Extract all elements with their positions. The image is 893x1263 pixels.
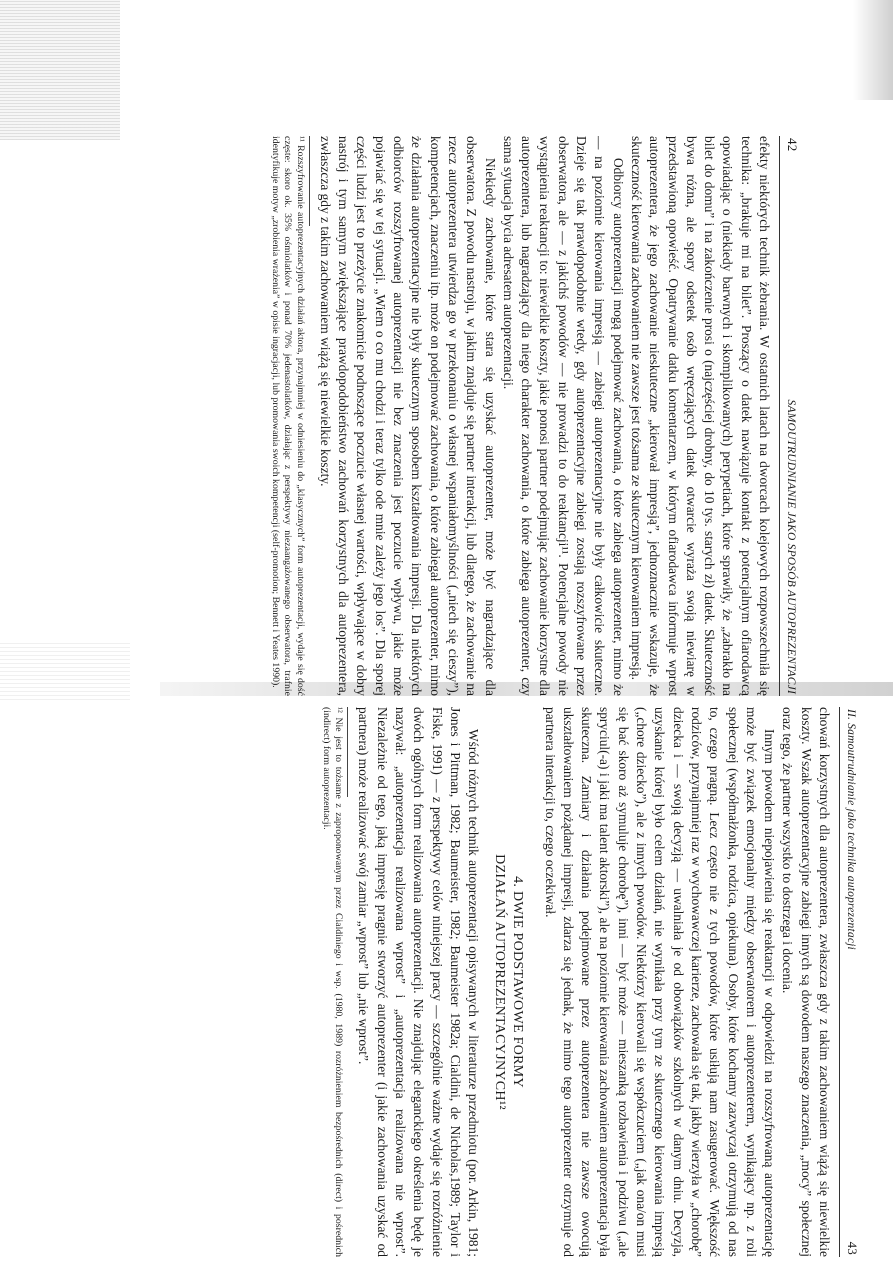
left-running-title: SAMOUTRUDNIANIE JAKO SPOSÓB AUTOPREZENTACJI bbox=[785, 399, 797, 694]
right-page-number: 43 bbox=[845, 1241, 860, 1255]
section-heading-line-1: 4. DWIE PODSTAWOWE FORMY bbox=[510, 876, 526, 1088]
scan-edge-artifact bbox=[0, 0, 120, 140]
right-paragraph-2: Innym powodem niepojawienia się reaktancji w odpowiedzi na rozszyfrowaną autoprezentację może być związek emocjonalny między obserwatorem i autoprezenterem, wynikający np. z roli społecznej (współmałżonka, rodzica, opiekuna). Osoby, które kochamy zazwyczaj otrzymują od nas to, czego pragną. Lecz często nie z tych powodów, które usiłują nam zasugerować. Większość rodziców, przynajmniej raz w wychowawczej karierze, zachowała się tak, jakby wierzyła w „chorobę” dziecka i — swoją decyzją — uwalniała je od obowiązków szkolnych w danym dniu. Decyzja, uzyskanie której było celem działań, nie wynikała przy tym ze skutecznego kierowania impresją („chore dziecko”), ale z innych powodów. Niektórzy kierowali się współczuciem („jak ona/on musi się bać skoro aż symuluje chorobę”), inni — być może — mieszanką rozbawienia i podziwu („ale spryciul(-a) i jaki ma talent aktorski”), ale na poziomie kierowania zachowaniem autoprezentacja była skuteczna. Zamiary i działania podejmowane przez autoprezentera nie zawsze owocują ukształtowaniem pożądanej impresji, zdarza się jednak, że mimo tego autoprezenter otrzymuje od partnera interakcji to, czego oczekiwał. bbox=[542, 707, 778, 1257]
right-page bbox=[248, 707, 860, 1257]
left-footnote: ¹¹ Rozszyfrowanie autoprezentacyjnych działań aktora, przynajmniej w odniesieniu do „klasycznych” form autoprezentacji, wydaje się dość częste: skoro ok. 35% ośmiolatków i ponad 70% jedenastolatków, działając z perspektywy niezaangażowanego obserwatora, trafnie identyfikuje motyw „zrobienia wrażenia” w opisie ingracjacji, lub promowania swoich kompetencji (self-promotion; Bennett i Yeates 1990). bbox=[269, 136, 306, 696]
scan-corner-artifact bbox=[853, 0, 893, 100]
right-running-title: II. Samoutrudnianie jako technika autoprezentacji bbox=[845, 709, 857, 950]
left-paragraph-1: efekty niektórych technik żebrania. W ostatnich latach na dworcach kolejowych rozpowszechniła się technika: „brakuje mi na bilet”. Proszący o datek nawiązuje kontakt z potencjalnym ofiarodawcą opowiadając o (niekiedy barwnych i skomplikowanych) perypetiach, które sprawiły, że „zabrakło na bilet do domu” i na zakończenie prosi o (najczęściej drobny, do 10 tys. starych zł) datek. Skuteczność bywa różna, ale spory odsetek osób wręczających datek otwarcie wyraża swoją niewiarę w przedstawioną opowieść. Opatrywanie datku komentarzem, w którym ofiarodawca informuje wprost autoprezentera, że jego zachowanie nieskuteczne „kierował impresją”, jednoznacznie wskazuje, że skuteczność kierowania zachowaniem nie zawsze jest tożsama ze skutecznym kierowaniem impresją. bbox=[628, 136, 772, 696]
right-running-head bbox=[839, 707, 860, 1257]
left-paragraph-2: Odbiorcy autoprezentacji mogą podejmować zachowania, o które zabiega autoprezenter, mimo że — na poziomie kierowania impresją — zabiegi autoprezentacyjne nie były całkowicie skuteczne. Dzieje się tak prawdopodobnie wtedy, gdy autoprezentacyjne zabiegi zostają rozszyfrowane przez obserwatora, ale — z jakichś powodów — nie prowadzi to do reaktancji¹¹. Potencjalne powody nie wystąpienia reaktancji to: niewielkie koszty, jakie ponosi partner podejmując zachowanie korzystne dla autoprezentera, lub nagradzający dla niego charakter zachowania, o które zabiega autoprezenter, czy sama sytuacja bycia adresatem autoprezentacji. bbox=[500, 136, 626, 696]
left-running-head bbox=[779, 136, 800, 696]
footnote-separator bbox=[347, 707, 348, 797]
section-paragraph: Wśród różnych technik autoprezentacji opisywanych w literaturze przedmiotu (por. Arkin, 1981; Jones i Pittman, 1982; Baumeister, 1982; Baumeister 1982a; Cialdini, de Nicholas,1989; Taylor i Fiske, 1991) — z perspektywy celów niniejszej pracy — szczególnie ważne wydaje się rozróżnienie dwóch ogólnych form realizowania autoprezentacji. Nie znajdując eleganckiego określenia będę je nazywał: „autoprezentacja realizowana wprost” i „autoprezentacja realizowana nie wprost”. Niezależnie od tego, jaką impresję pragnie stworzyć autoprezenter (i jakie zachowania uzyskać od partnera) może realizować swój zamiar „wprost” lub „nie wprost”. bbox=[356, 707, 482, 1257]
left-page-number: 42 bbox=[785, 138, 800, 152]
footnote-separator bbox=[309, 136, 310, 226]
left-page bbox=[118, 136, 800, 696]
section-heading bbox=[490, 707, 526, 1257]
right-footnote: ¹² Nie jest to tożsame z zaproponowanym przez Cialdiniego i wsp. (1980, 1989) rozróżnieniem bezpośrednich (direct) i pośrednich (indirect) form autoprezentacji. bbox=[320, 707, 345, 1257]
right-paragraph-1: chowań korzystnych dla autoprezentera, zwłaszcza gdy z takim zachowaniem wiążą się niewielkie koszty. Wszak autoprezentacyjne zabiegi innych są dowodem naszego znaczenia, „mocy” społecznej oraz tego, że partner wszystko to dostrzega i docenia. bbox=[780, 707, 832, 1257]
left-paragraph-3: Niekiedy zachowanie, które stara się uzyskać autoprezenter, może być nagradzające dla obserwatora. Z powodu nastroju, w jakim znajduje się partner interakcji, lub dlatego, że zachowanie na rzecz autoprezentera utwierdza go w przekonaniu o własnej wspaniałomyślności („niech się cieszy”), kompetencjach, znaczeniu itp. może on podejmować zachowania, o które zabiegał autoprezenter, mimo że działania autoprezentacyjne nie były skutecznym sposobem kształtowania impresji. Dla niektórych odbiorców rozszyfrowanej autoprezentacji nie bez znaczenia jest poczucie wpływu, jakie może pojawiać się w tej sytuacji. „Wiem o co mu chodzi i teraz tylko ode mnie zależy jego los”. Dla sporej części ludzi jest to przeżycie znakomicie podnoszące poczucie własnej wartości, wpływające w dobry nastrój i tym samym zwiększające prawdopodobieństwo zachowań korzystnych dla autoprezentera, zwłaszcza gdy z takim zachowaniem wiążą się niewielkie koszty. bbox=[317, 136, 498, 696]
section-heading-line-2: DZIAŁAŃ AUTOPREZENTACYJNYCH¹² bbox=[492, 854, 508, 1110]
spine-shadow bbox=[0, 640, 130, 700]
